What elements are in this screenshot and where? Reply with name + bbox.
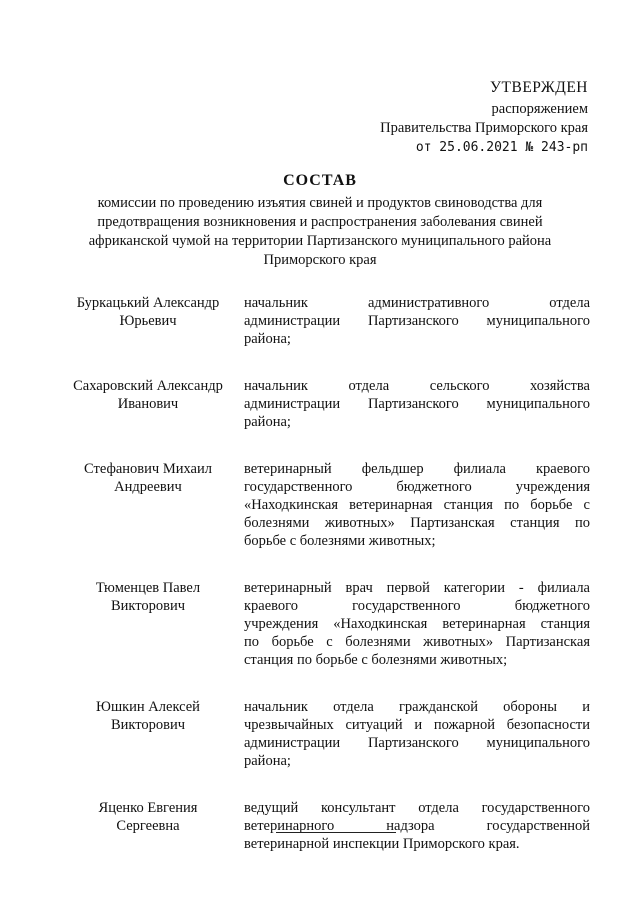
- member-name: [62, 698, 234, 770]
- member-role: [244, 377, 590, 431]
- member-role-line: борьбе с болезнями животных;: [244, 533, 436, 549]
- member-role-line: района;: [244, 331, 291, 347]
- member-name-line: Юшкин Алексей: [96, 699, 200, 715]
- member-row: [62, 377, 590, 431]
- member-role-line: администрации Партизанского муниципального: [244, 313, 590, 329]
- member-row: [62, 799, 590, 853]
- member-name-line: Викторович: [110, 717, 186, 733]
- member-row: [62, 698, 590, 770]
- member-role: [244, 799, 590, 853]
- approval-line: распоряжением: [491, 101, 588, 117]
- member-role-line: ветеринарный врач первой категории - филиала: [244, 580, 590, 596]
- members-list: [62, 294, 590, 882]
- member-role-line: ветеринарного надзора государственной: [244, 818, 590, 834]
- approval-block: [328, 78, 588, 157]
- member-name: [62, 377, 234, 431]
- subtitle-line: комиссии по проведению изъятия свиней и продуктов свиноводства для: [97, 195, 543, 211]
- member-row: [62, 294, 590, 348]
- member-name: [62, 799, 234, 853]
- member-role-line: болезнями животных» Партизанская станция по: [244, 515, 590, 531]
- member-role-line: района;: [244, 414, 291, 430]
- member-role-line: «Находкинская ветеринарная станция по борьбе с: [244, 497, 590, 513]
- member-role-line: начальник отдела гражданской обороны и: [244, 699, 590, 715]
- member-role-line: администрации Партизанского муниципального: [244, 735, 590, 751]
- member-name-line: Буркацький Александр: [76, 295, 220, 311]
- document-title-block: [70, 172, 570, 270]
- member-name-line: Юрьевич: [119, 313, 177, 329]
- member-role: [244, 460, 590, 550]
- member-row: [62, 579, 590, 669]
- footer-divider: [276, 832, 396, 833]
- member-name-line: Иванович: [117, 396, 179, 412]
- member-name-line: Яценко Евгения: [98, 800, 198, 816]
- member-name-line: Викторович: [110, 598, 186, 614]
- member-name: [62, 460, 234, 550]
- member-role-line: учреждения «Находкинская ветеринарная станция: [244, 616, 590, 632]
- member-name-line: Сахаровский Александр: [73, 378, 223, 394]
- member-role-line: чрезвычайных ситуаций и пожарной безопасности: [244, 717, 590, 733]
- approval-heading: УТВЕРЖДЕН: [490, 79, 588, 96]
- member-role-line: района;: [244, 753, 291, 769]
- member-role-line: ветеринарной инспекции Приморского края.: [244, 836, 520, 852]
- member-role: [244, 698, 590, 770]
- member-role: [244, 294, 590, 348]
- subtitle-line: африканской чумой на территории Партизанского муниципального района: [88, 233, 552, 249]
- member-role-line: станция по борьбе с болезнями животных;: [244, 652, 508, 668]
- member-role-line: начальник отдела сельского хозяйства: [244, 378, 590, 394]
- member-name-line: Тюменцев Павел: [95, 580, 201, 596]
- approval-date: от 25.06.2021 № 243-рп: [415, 140, 588, 155]
- member-name-line: Андреевич: [114, 479, 182, 495]
- member-role-line: начальник административного отдела: [244, 295, 590, 311]
- member-role-line: государственного бюджетного учреждения: [244, 479, 590, 495]
- member-role-line: по борьбе с болезнями животных» Партизанская: [244, 634, 590, 650]
- subtitle-line: Приморского края: [263, 252, 377, 268]
- member-role-line: ветеринарный фельдшер филиала краевого: [244, 461, 590, 477]
- member-name-line: Сергеевна: [116, 818, 180, 834]
- subtitle-line: предотвращения возникновения и распространения заболевания свиней: [97, 214, 543, 230]
- member-role: [244, 579, 590, 669]
- member-name: [62, 294, 234, 348]
- document-subtitle: [70, 194, 570, 270]
- approval-line: Правительства Приморского края: [380, 120, 588, 136]
- member-role-line: ведущий консультант отдела государственного: [244, 800, 590, 816]
- member-row: [62, 460, 590, 550]
- member-role-line: краевого государственного бюджетного: [244, 598, 590, 614]
- member-name: [62, 579, 234, 669]
- member-role-line: администрации Партизанского муниципального: [244, 396, 590, 412]
- document-title: СОСТАВ: [283, 172, 357, 189]
- member-name-line: Стефанович Михаил: [84, 461, 212, 477]
